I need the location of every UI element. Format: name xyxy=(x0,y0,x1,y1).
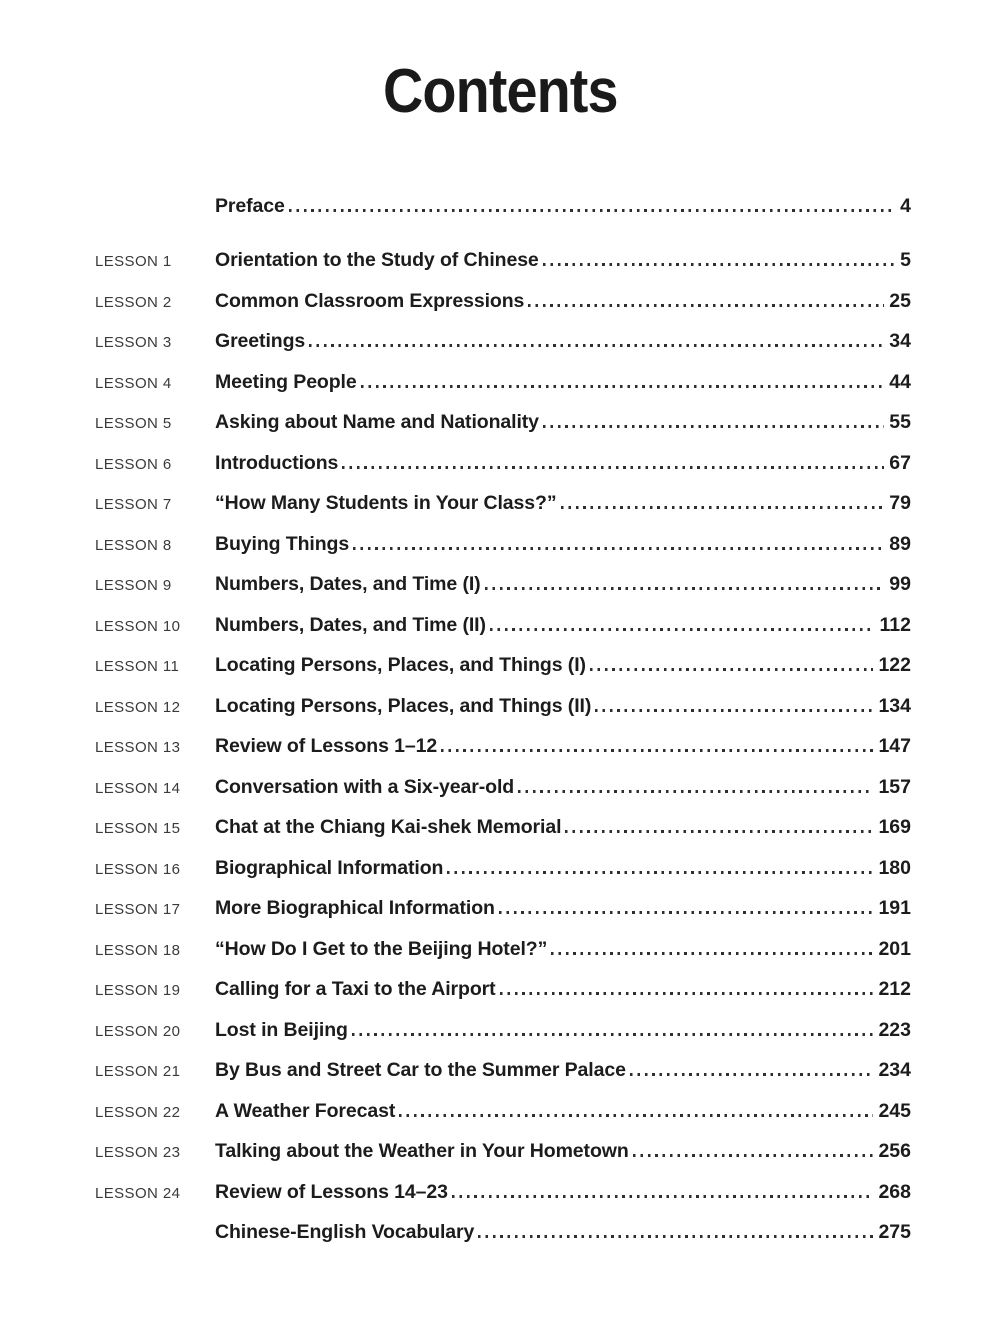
leader-dots xyxy=(441,749,873,752)
entry-title: Locating Persons, Places, and Things (II) xyxy=(215,694,592,717)
leader-dots xyxy=(342,466,884,469)
entry-title: Biographical Information xyxy=(215,856,444,879)
leader-dots xyxy=(361,385,885,388)
entry-title: Meeting People xyxy=(215,370,357,393)
toc-entry xyxy=(95,613,911,639)
leader-dots xyxy=(499,911,874,914)
leader-dots xyxy=(353,547,884,550)
toc-entry xyxy=(95,1220,911,1244)
page-number: 134 xyxy=(878,694,911,717)
toc-entry xyxy=(95,1180,911,1206)
lesson-label: LESSON 8 xyxy=(95,536,172,554)
leader-dots xyxy=(289,209,895,212)
page-number: 169 xyxy=(878,816,911,839)
lesson-label: LESSON 7 xyxy=(95,496,172,514)
page-number: 44 xyxy=(889,370,911,393)
lesson-label: LESSON 23 xyxy=(95,1144,181,1162)
page-number: 180 xyxy=(878,856,911,879)
entry-title: More Biographical Information xyxy=(215,897,495,920)
toc-entry xyxy=(95,248,911,274)
lesson-label: LESSON 1 xyxy=(95,253,172,271)
leader-dots xyxy=(543,425,884,428)
leader-dots xyxy=(543,263,895,266)
entry-title: A Weather Forecast xyxy=(215,1099,396,1122)
page-number: 99 xyxy=(889,573,911,596)
page-number: 25 xyxy=(889,289,911,312)
toc-entry xyxy=(95,410,911,436)
leader-dots xyxy=(352,1033,874,1036)
entry-title: Greetings xyxy=(215,330,306,353)
page-number: 112 xyxy=(879,613,911,636)
page-number: 234 xyxy=(878,1059,911,1082)
lesson-label: LESSON 6 xyxy=(95,455,172,473)
entry-title: “How Do I Get to the Beijing Hotel?” xyxy=(215,937,548,960)
lesson-label: LESSON 22 xyxy=(95,1103,181,1121)
page-number: 191 xyxy=(878,897,911,920)
lesson-label: LESSON 16 xyxy=(95,860,181,878)
entry-title: Review of Lessons 1–12 xyxy=(215,735,438,758)
page-number: 4 xyxy=(900,195,911,218)
toc-entry xyxy=(95,532,911,558)
entry-title: Asking about Name and Nationality xyxy=(215,411,539,434)
page-number: 89 xyxy=(889,532,911,555)
page-title xyxy=(0,58,1000,126)
page-number: 212 xyxy=(878,978,911,1001)
page-number: 34 xyxy=(889,330,911,353)
page-number: 256 xyxy=(878,1140,911,1163)
page-number: 275 xyxy=(878,1221,911,1244)
lesson-label: LESSON 4 xyxy=(95,374,172,392)
lesson-label: LESSON 3 xyxy=(95,334,172,352)
leader-dots xyxy=(565,830,873,833)
leader-dots xyxy=(551,952,873,955)
entry-title: Conversation with a Six-year-old xyxy=(215,775,515,798)
leader-dots xyxy=(399,1114,873,1117)
toc-entry xyxy=(95,451,911,477)
entry-title: Preface xyxy=(215,195,285,218)
leader-dots xyxy=(518,790,873,793)
leader-dots xyxy=(590,668,874,671)
toc-entry xyxy=(95,194,911,218)
toc-entry xyxy=(95,937,911,963)
lesson-label: LESSON 5 xyxy=(95,415,172,433)
entry-title: Numbers, Dates, and Time (I) xyxy=(215,573,481,596)
leader-dots xyxy=(490,628,875,631)
entry-title: Chinese-English Vocabulary xyxy=(215,1221,475,1244)
lesson-label: LESSON 2 xyxy=(95,293,172,311)
lesson-label: LESSON 12 xyxy=(95,698,181,716)
page-number: 79 xyxy=(889,492,911,515)
leader-dots xyxy=(561,506,885,509)
leader-dots xyxy=(528,304,884,307)
page-number: 55 xyxy=(889,411,911,434)
lesson-label: LESSON 19 xyxy=(95,982,181,1000)
page-number: 5 xyxy=(900,249,911,272)
toc-entry xyxy=(95,1058,911,1084)
toc-entry xyxy=(95,289,911,315)
page-number: 245 xyxy=(878,1099,911,1122)
lesson-label: LESSON 21 xyxy=(95,1063,181,1081)
toc-entry xyxy=(95,856,911,882)
toc-entry xyxy=(95,572,911,598)
lesson-label: LESSON 9 xyxy=(95,577,172,595)
page-number: 201 xyxy=(878,937,911,960)
page-number: 223 xyxy=(878,1018,911,1041)
toc-entry xyxy=(95,653,911,679)
leader-dots xyxy=(478,1235,873,1238)
lesson-label: LESSON 15 xyxy=(95,820,181,838)
leader-dots xyxy=(500,992,874,995)
leader-dots xyxy=(452,1195,874,1198)
toc-entry xyxy=(95,329,911,355)
page-title-text: Contents xyxy=(382,57,618,126)
toc-entry xyxy=(95,1018,911,1044)
entry-title: Orientation to the Study of Chinese xyxy=(215,249,539,272)
toc-entry xyxy=(95,896,911,922)
toc-entry xyxy=(95,694,911,720)
lesson-label: LESSON 18 xyxy=(95,941,181,959)
lesson-label: LESSON 11 xyxy=(95,658,180,676)
entry-title: Common Classroom Expressions xyxy=(215,289,525,312)
page-number: 67 xyxy=(889,451,911,474)
toc-entry xyxy=(95,370,911,396)
page-number: 268 xyxy=(878,1180,911,1203)
lesson-label: LESSON 20 xyxy=(95,1022,181,1040)
toc-entry xyxy=(95,491,911,517)
entry-title: Lost in Beijing xyxy=(215,1018,348,1041)
leader-dots xyxy=(485,587,885,590)
entry-title: “How Many Students in Your Class?” xyxy=(215,492,557,515)
lesson-label: LESSON 17 xyxy=(95,901,181,919)
toc-entry xyxy=(95,1099,911,1125)
entry-title: Buying Things xyxy=(215,532,350,555)
leader-dots xyxy=(633,1154,874,1157)
toc-entry xyxy=(95,775,911,801)
entry-title: Locating Persons, Places, and Things (I) xyxy=(215,654,586,677)
entry-title: Review of Lessons 14–23 xyxy=(215,1180,448,1203)
lesson-label: LESSON 13 xyxy=(95,739,181,757)
entry-title: Introductions xyxy=(215,451,339,474)
toc-entry xyxy=(95,734,911,760)
leader-dots xyxy=(595,709,873,712)
page-number: 147 xyxy=(878,735,911,758)
lesson-label: LESSON 24 xyxy=(95,1184,181,1202)
lesson-label: LESSON 14 xyxy=(95,779,181,797)
leader-dots xyxy=(309,344,884,347)
leader-dots xyxy=(630,1073,874,1076)
lesson-label: LESSON 10 xyxy=(95,617,181,635)
toc-list xyxy=(95,194,911,1244)
toc-entry xyxy=(95,815,911,841)
entry-title: Calling for a Taxi to the Airport xyxy=(215,978,496,1001)
leader-dots xyxy=(447,871,873,874)
entry-title: By Bus and Street Car to the Summer Palace xyxy=(215,1059,626,1082)
entry-title: Talking about the Weather in Your Hometown xyxy=(215,1140,629,1163)
page-number: 122 xyxy=(878,654,911,677)
toc-entry xyxy=(95,1139,911,1165)
toc-entry xyxy=(95,977,911,1003)
entry-title: Numbers, Dates, and Time (II) xyxy=(215,613,486,636)
page-number: 157 xyxy=(878,775,911,798)
entry-title: Chat at the Chiang Kai-shek Memorial xyxy=(215,816,562,839)
